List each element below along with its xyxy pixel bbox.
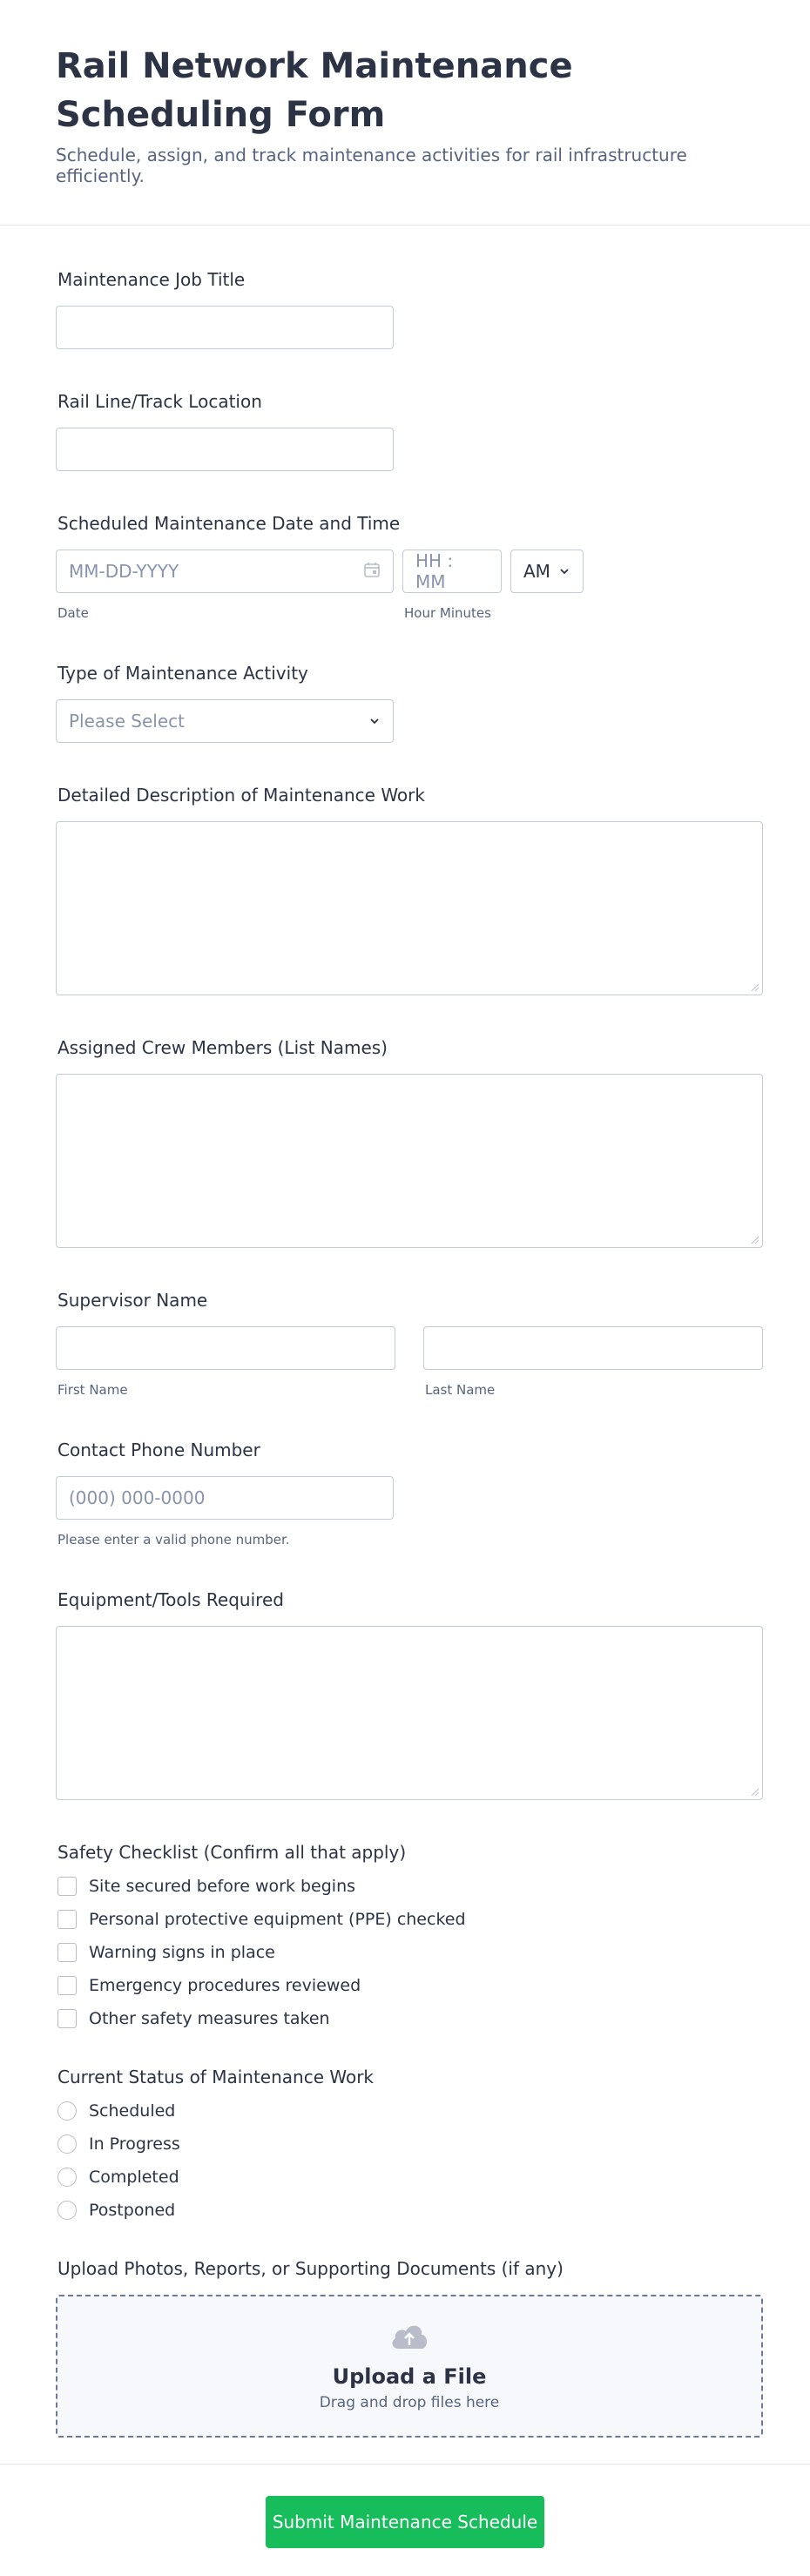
status-option[interactable] [57, 2161, 766, 2194]
activity-type-placeholder: Please Select [69, 711, 185, 732]
resize-handle-icon[interactable] [750, 1235, 759, 1244]
description-label: Detailed Description of Maintenance Work [57, 785, 425, 806]
safety-option[interactable] [57, 2002, 766, 2035]
checkbox[interactable] [57, 1910, 77, 1929]
time-placeholder: HH : MM [415, 550, 454, 592]
time-group [402, 550, 584, 621]
status-option-label: Completed [89, 2168, 179, 2187]
job-title-input[interactable] [56, 306, 394, 349]
phone-hint: Please enter a valid phone number. [57, 1532, 290, 1548]
radio[interactable] [57, 2201, 77, 2220]
first-name-sublabel: First Name [57, 1382, 128, 1398]
activity-type-select[interactable] [56, 699, 394, 743]
safety-option-label: Emergency procedures reviewed [89, 1976, 361, 1995]
form-footer [0, 2464, 810, 2548]
last-name-group [423, 1326, 763, 1398]
resize-handle-icon[interactable] [750, 982, 759, 991]
status-option-label: In Progress [89, 2134, 180, 2154]
phone-placeholder: (000) 000-0000 [69, 1487, 206, 1508]
crew-label: Assigned Crew Members (List Names) [57, 1037, 388, 1058]
status-label: Current Status of Maintenance Work [57, 2067, 374, 2087]
upload-title: Upload a File [332, 2364, 487, 2389]
upload-subtitle: Drag and drop files here [319, 2394, 500, 2411]
first-name-group [56, 1326, 395, 1398]
status-option[interactable] [57, 2094, 766, 2128]
safety-option-label: Warning signs in place [89, 1943, 275, 1962]
file-upload-dropzone[interactable] [56, 2295, 763, 2438]
checkbox[interactable] [57, 1877, 77, 1896]
status-option-label: Postponed [89, 2201, 176, 2220]
last-name-sublabel: Last Name [425, 1382, 496, 1398]
crew-textarea[interactable] [56, 1074, 763, 1248]
radio[interactable] [57, 2168, 77, 2187]
upload-label: Upload Photos, Reports, or Supporting Documents (if any) [57, 2258, 564, 2279]
datetime-label: Scheduled Maintenance Date and Time [57, 513, 401, 534]
field-equipment [56, 1548, 766, 1800]
chevron-down-icon [368, 711, 381, 732]
radio[interactable] [57, 2101, 77, 2121]
checkbox[interactable] [57, 2009, 77, 2028]
first-name-input[interactable] [56, 1326, 395, 1370]
field-supervisor [56, 1248, 766, 1398]
calendar-icon[interactable] [363, 561, 381, 583]
safety-label: Safety Checklist (Confirm all that apply) [57, 1842, 407, 1863]
field-crew [56, 995, 766, 1248]
radio[interactable] [57, 2134, 77, 2154]
safety-option[interactable] [57, 1969, 766, 2002]
status-option[interactable] [57, 2194, 766, 2227]
page-title: Rail Network Maintenance Scheduling Form [56, 46, 573, 135]
time-sublabel: Hour Minutes [404, 605, 491, 621]
location-input[interactable] [56, 428, 394, 471]
supervisor-label: Supervisor Name [57, 1290, 208, 1311]
phone-input[interactable] [56, 1476, 394, 1520]
form-header [0, 0, 810, 226]
status-option-label: Scheduled [89, 2101, 176, 2121]
safety-option-label: Site secured before work begins [89, 1877, 356, 1896]
equipment-label: Equipment/Tools Required [57, 1589, 284, 1610]
phone-label: Contact Phone Number [57, 1440, 260, 1460]
equipment-textarea[interactable] [56, 1626, 763, 1800]
date-input[interactable] [56, 550, 394, 593]
description-textarea[interactable] [56, 821, 763, 995]
checkbox[interactable] [57, 1943, 77, 1962]
field-job-title [56, 226, 766, 349]
activity-type-label: Type of Maintenance Activity [57, 663, 308, 684]
page-subtitle: Schedule, assign, and track maintenance activities for rail infrastructure efficiently. [56, 145, 687, 186]
field-description [56, 743, 766, 995]
field-upload [56, 2227, 766, 2438]
date-sublabel: Date [57, 605, 89, 621]
cloud-upload-icon [388, 2321, 430, 2356]
safety-option-label: Other safety measures taken [89, 2009, 330, 2028]
field-datetime [56, 471, 766, 621]
chevron-down-icon [558, 561, 570, 582]
maintenance-form [0, 226, 810, 2438]
checkbox[interactable] [57, 1976, 77, 1995]
job-title-label: Maintenance Job Title [57, 269, 246, 290]
safety-option[interactable] [57, 1870, 766, 1903]
safety-option-label: Personal protective equipment (PPE) checked [89, 1910, 466, 1929]
submit-button[interactable]: Submit Maintenance Schedule [266, 2496, 544, 2548]
field-activity-type [56, 621, 766, 743]
field-location [56, 349, 766, 471]
status-option[interactable] [57, 2128, 766, 2161]
field-safety [56, 1800, 766, 2035]
ampm-value: AM [523, 561, 550, 582]
location-label: Rail Line/Track Location [57, 391, 262, 412]
date-placeholder: MM-DD-YYYY [69, 561, 179, 582]
last-name-input[interactable] [423, 1326, 763, 1370]
date-group [56, 550, 394, 621]
safety-option[interactable] [57, 1936, 766, 1969]
time-input[interactable] [402, 550, 502, 593]
safety-option[interactable] [57, 1903, 766, 1936]
ampm-select[interactable] [510, 550, 584, 593]
field-status [56, 2035, 766, 2227]
field-phone [56, 1398, 766, 1548]
resize-handle-icon[interactable] [750, 1787, 759, 1796]
